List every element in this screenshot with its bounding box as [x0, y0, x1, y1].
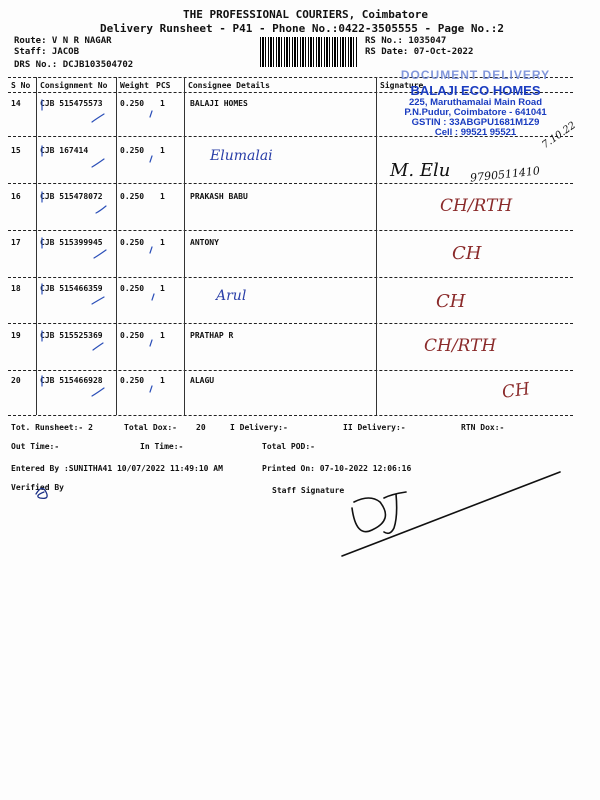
- row-sno: 15: [11, 146, 21, 155]
- row-weight: 0.250: [120, 99, 145, 108]
- row-pcs: 1: [160, 146, 165, 155]
- row-weight: 0.250: [120, 376, 145, 385]
- row-consignee: BALAJI HOMES: [190, 99, 248, 108]
- row-consignment: CJB 515525369: [40, 331, 103, 340]
- row-sno: 19: [11, 331, 21, 340]
- handwritten-status: CH: [436, 291, 466, 312]
- col-header-weight: Weight: [120, 81, 149, 90]
- row-pcs: 1: [160, 99, 165, 108]
- row-weight: 0.250: [120, 192, 145, 201]
- row-weight: 0.250: [120, 146, 145, 155]
- staff-signature: [342, 472, 560, 556]
- handwritten-status: CH/RTH: [424, 336, 497, 356]
- stamp-address-1: 225, Maruthamalai Main Road: [408, 97, 543, 108]
- row-sno: 14: [11, 99, 21, 108]
- rs-number: RS No.: 1035047: [365, 36, 447, 46]
- row-pcs: 1: [160, 238, 165, 247]
- row-weight: 0.250: [120, 284, 145, 293]
- row-sno: 16: [11, 192, 21, 201]
- stamp-cell: Cell : 99521 95521: [434, 127, 517, 138]
- row-weight: 0.250: [120, 331, 145, 340]
- handwritten-status: CH: [452, 243, 482, 264]
- verifier-signature: [36, 488, 47, 498]
- runsheet-subtitle: Delivery Runsheet - P41 - Phone No.:0422-3505555 - Page No.:2: [100, 22, 504, 35]
- stamp-gstin: GSTIN : 33ABGPU1681M1Z9: [411, 117, 540, 128]
- row-consignee: ANTONY: [190, 238, 219, 247]
- handwritten-status: CH/RTH: [440, 196, 513, 216]
- company-title: THE PROFESSIONAL COURIERS, Coimbatore: [183, 8, 429, 21]
- handwritten-name: Elumalai: [210, 148, 273, 164]
- stamp-title: DOCUMENT DELIVERY: [400, 68, 551, 82]
- row-consignee: PRAKASH BABU: [190, 192, 248, 201]
- verified-by-label: Verified By: [11, 483, 64, 492]
- row-consignment: CJB 515466928: [40, 376, 103, 385]
- row-sno: 20: [11, 376, 21, 385]
- col-header-consignment: Consignment No: [40, 81, 108, 90]
- handwritten-phone: 9790511410: [469, 164, 541, 185]
- staff-signature: [352, 498, 385, 532]
- total-pod-label: Total POD:-: [262, 442, 315, 451]
- rtn-dox-label: RTN Dox:-: [461, 423, 505, 432]
- row-pcs: 1: [160, 284, 165, 293]
- handwritten-name: Arul: [216, 288, 247, 304]
- col-header-consignee: Consignee Details: [188, 81, 270, 90]
- staff-signature: [384, 492, 406, 533]
- row-pcs: 1: [160, 331, 165, 340]
- total-runsheet: Tot. Runsheet:- 2: [11, 423, 93, 432]
- row-consignment: CJB 515478072: [40, 192, 103, 201]
- col-header-pcs: PCS: [156, 81, 171, 90]
- row-pcs: 1: [160, 376, 165, 385]
- stamp-company: BALAJI ECO HOMES: [410, 83, 541, 98]
- row-pcs: 1: [160, 192, 165, 201]
- drs-number: DRS No.: DCJB103504702: [14, 60, 134, 70]
- route-label: Route: V N R NAGAR: [14, 36, 112, 46]
- total-dox-value: 20: [196, 423, 206, 432]
- row-consignee: ALAGU: [190, 376, 215, 385]
- handwritten-date: 7.10.22: [540, 120, 578, 151]
- out-time-label: Out Time:-: [11, 442, 60, 451]
- row-consignment: CJB 515466359: [40, 284, 103, 293]
- handwritten-status: CH: [500, 379, 532, 403]
- row-consignment: CJB 167414: [40, 146, 89, 155]
- col-header-signature: Signature: [380, 81, 424, 90]
- row-consignment: CJB 515475573: [40, 99, 103, 108]
- col-header-sno: S No: [11, 81, 31, 90]
- staff-signature-label: Staff Signature: [272, 486, 345, 495]
- handwritten-signature: M. Elu: [390, 160, 451, 181]
- staff-label: Staff: JACOB: [14, 47, 80, 57]
- entered-by: Entered By :SUNITHA41 10/07/2022 11:49:10 AM: [11, 464, 223, 473]
- row-consignment: CJB 515399945: [40, 238, 103, 247]
- in-time-label: In Time:-: [140, 442, 184, 451]
- ii-delivery-label: II Delivery:-: [343, 423, 406, 432]
- total-dox-label: Total Dox:-: [124, 423, 177, 432]
- row-consignee: PRATHAP R: [190, 331, 234, 340]
- rs-date: RS Date: 07-Oct-2022: [365, 47, 474, 57]
- row-sno: 17: [11, 238, 21, 247]
- row-weight: 0.250: [120, 238, 145, 247]
- stamp-address-2: P.N.Pudur, Coimbatore - 641041: [404, 107, 547, 118]
- printed-on: Printed On: 07-10-2022 12:06:16: [262, 464, 412, 473]
- row-sno: 18: [11, 284, 21, 293]
- i-delivery-label: I Delivery:-: [230, 423, 288, 432]
